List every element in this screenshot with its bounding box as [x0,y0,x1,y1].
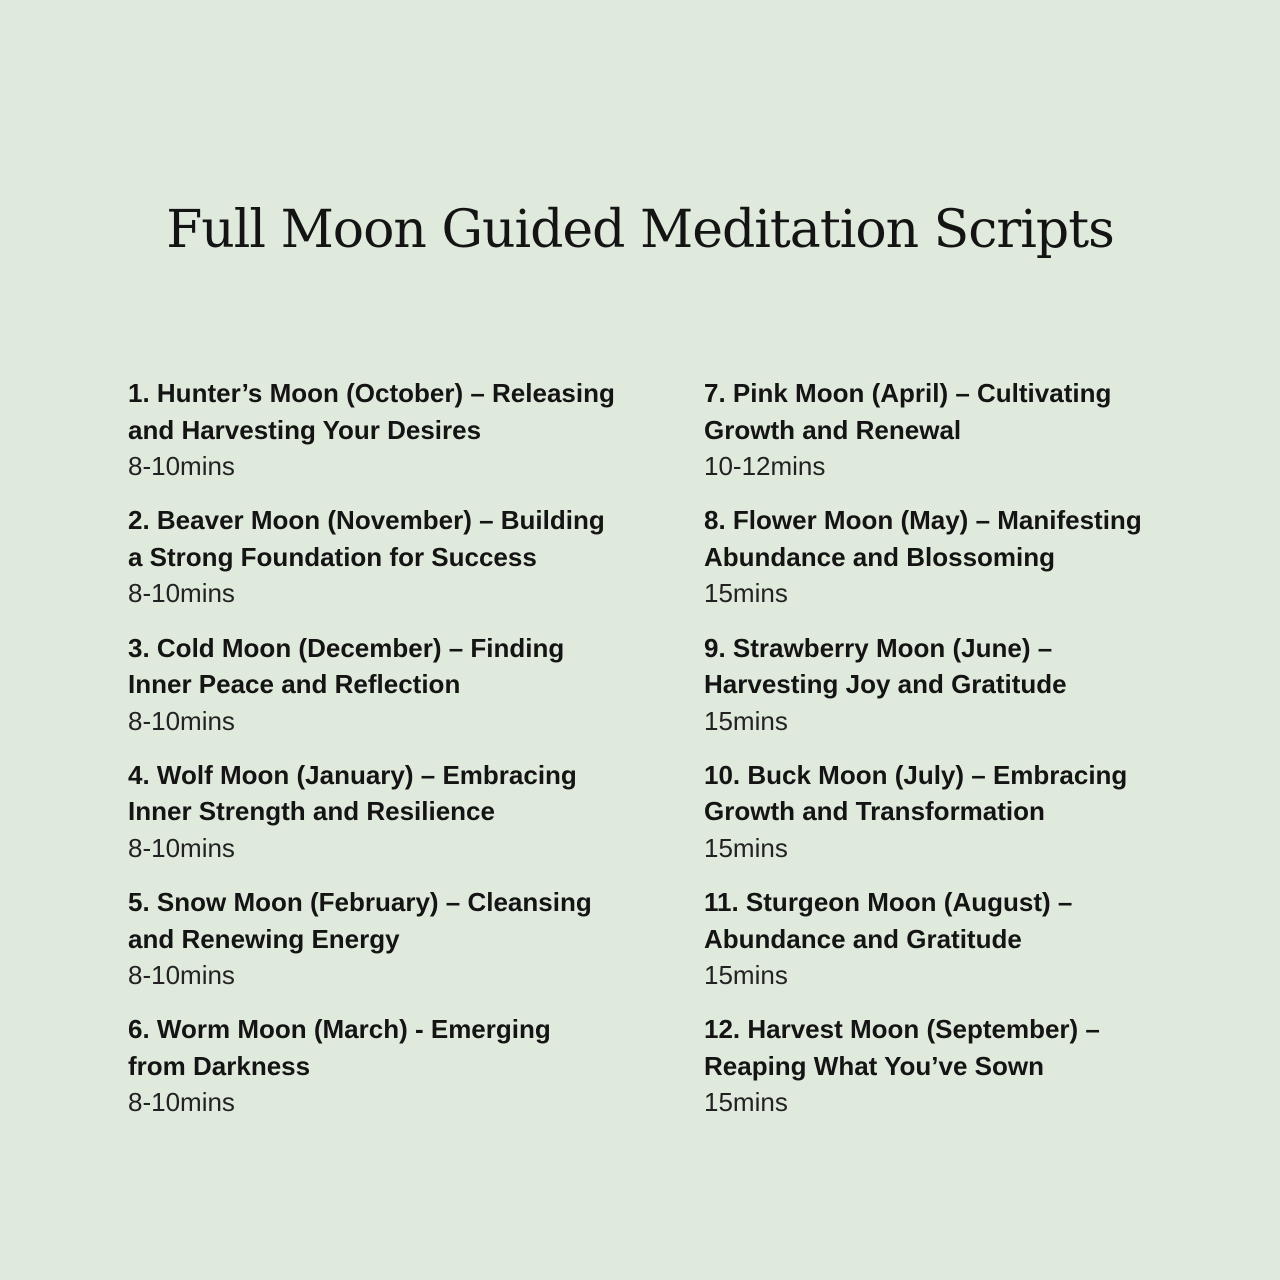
item-title-line1: 8. Flower Moon (May) – Manifesting [704,505,1142,536]
item-title-line1: 1. Hunter’s Moon (October) – Releasing [128,378,615,408]
item-title-line1: 7. Pink Moon (April) – Cultivating [704,378,1112,408]
item-duration: 8-10mins [128,705,235,736]
page-title: Full Moon Guided Meditation Scripts [166,200,1114,260]
item-title-line2: Abundance and Blossoming [704,541,1056,572]
list-item [704,502,1264,629]
item-title-line1: 9. Strawberry Moon (June) – [704,632,1053,663]
item-title-line2: Growth and Transformation [704,796,1045,827]
list-item [128,630,688,757]
item-title-line1: 11. Sturgeon Moon (August) – [704,887,1073,918]
item-duration: 15mins [704,832,788,863]
item-title-line1: 2. Beaver Moon (November) – Building [128,505,605,536]
item-duration: 15mins [704,705,788,736]
list-item [128,375,688,502]
list-item [704,375,1264,502]
item-title-line1: 5. Snow Moon (February) – Cleansing [128,887,592,918]
item-duration: 15mins [704,578,788,609]
item-title-line2: from Darkness [128,1050,311,1081]
item-duration: 15mins [704,1087,788,1118]
item-title-line1: 4. Wolf Moon (January) – Embracing [128,759,577,790]
item-duration: 8-10mins [128,1087,235,1118]
list-item [128,1011,688,1138]
item-title-line2: Harvesting Joy and Gratitude [704,669,1067,700]
item-duration: 10-12mins [704,451,826,481]
item-duration: 8-10mins [128,832,235,863]
right-column [704,375,1264,1139]
item-title-line2: and Harvesting Your Desires [128,414,482,445]
item-title-line2: Abundance and Gratitude [704,923,1022,954]
list-item [128,757,688,884]
item-title-line1: 12. Harvest Moon (September) – [704,1014,1100,1045]
list-item [128,884,688,1011]
item-title-line2: a Strong Foundation for Success [128,541,537,572]
list-item [704,884,1264,1011]
item-title-line2: Inner Strength and Resilience [128,796,495,827]
item-title-line1: 6. Worm Moon (March) - Emerging [128,1014,551,1045]
list-item [128,502,688,629]
item-title-line2: Reaping What You’ve Sown [704,1050,1044,1081]
item-duration: 8-10mins [128,451,235,481]
item-title-line2: Growth and Renewal [704,414,962,445]
item-title-line2: Inner Peace and Reflection [128,669,461,700]
item-duration: 8-10mins [128,578,235,609]
list-item [704,757,1264,884]
list-item [704,1011,1264,1138]
item-title-line1: 3. Cold Moon (December) – Finding [128,632,565,663]
item-title-line2: and Renewing Energy [128,923,400,954]
item-title-line1: 10. Buck Moon (July) – Embracing [704,759,1128,790]
list-item [704,630,1264,757]
left-column [128,375,688,1139]
item-duration: 8-10mins [128,960,235,991]
item-duration: 15mins [704,960,788,991]
